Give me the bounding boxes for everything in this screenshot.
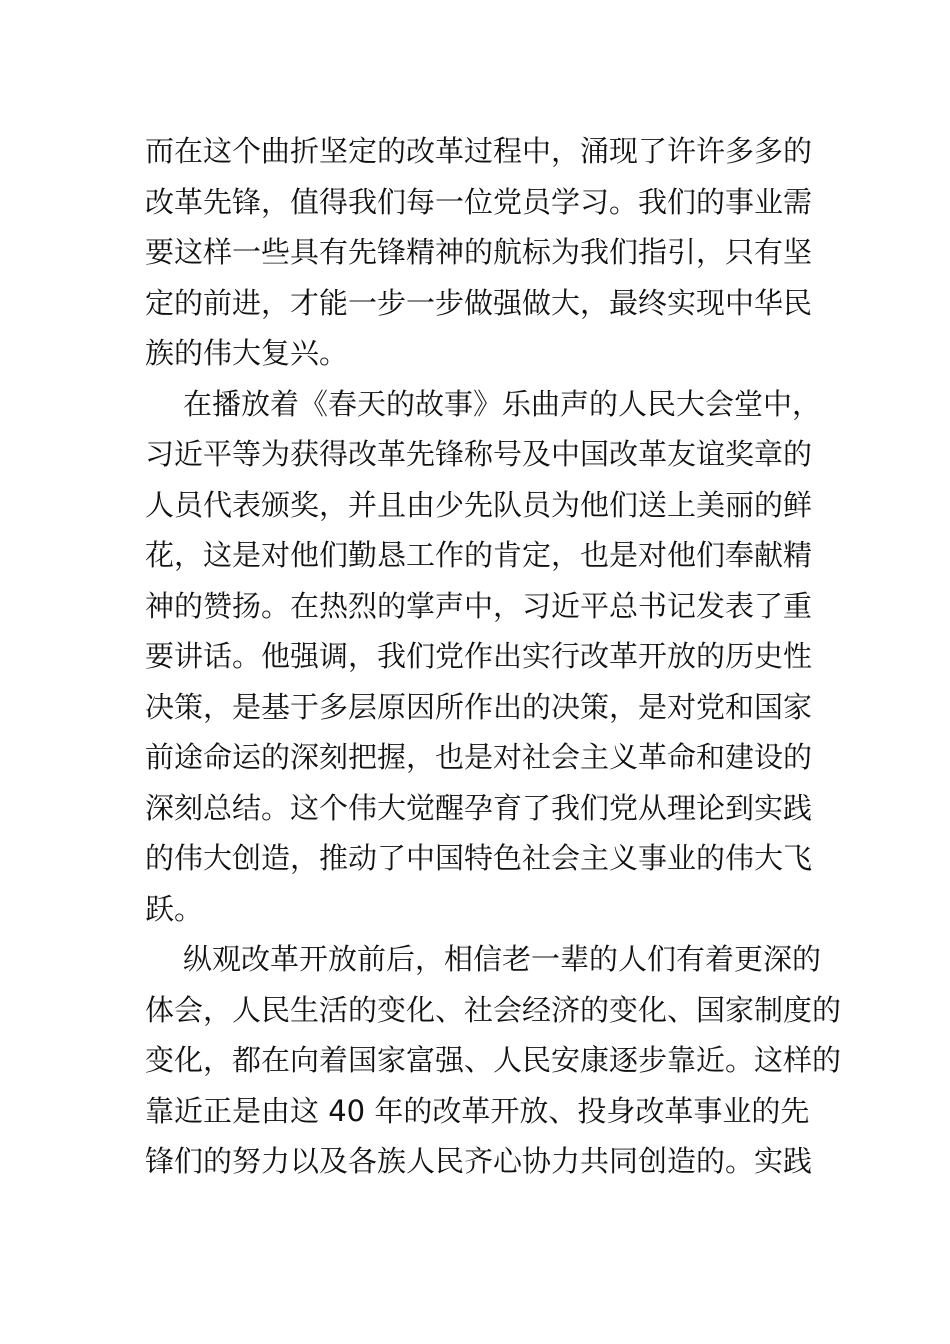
text-line: 纵观改革开放前后，相信老一辈的人们有着更深的 bbox=[183, 942, 822, 976]
paragraph-2 bbox=[145, 379, 822, 935]
paragraph-1 bbox=[145, 126, 813, 379]
text-line: 体会，人民生活的变化、社会经济的变化、国家制度的 bbox=[145, 992, 842, 1027]
text-line: 改革先锋，值得我们每一位党员学习。我们的事业需 bbox=[145, 184, 813, 219]
text-line: 靠近正是由这 40 年的改革开放、投身改革事业的先 bbox=[145, 1093, 810, 1128]
text-line: 要这样一些具有先锋精神的航标为我们指引，只有坚 bbox=[145, 235, 813, 269]
text-line: 要讲话。他强调，我们党作出实行改革开放的历史性 bbox=[145, 639, 813, 673]
text-line: 前途命运的深刻把握，也是对社会主义革命和建设的 bbox=[145, 740, 813, 774]
text-line: 神的赞扬。在热烈的掌声中，习近平总书记发表了重 bbox=[145, 588, 813, 623]
text-line: 人员代表颁奖，并且由少先队员为他们送上美丽的鲜 bbox=[145, 487, 813, 522]
text-line: 定的前进，才能一步一步做强做大，最终实现中华民 bbox=[145, 285, 813, 320]
text-line: 族的伟大复兴。 bbox=[145, 336, 349, 370]
text-line: 花，这是对他们勤恳工作的肯定，也是对他们奉献精 bbox=[145, 538, 813, 572]
text-line: 变化，都在向着国家富强、人民安康逐步靠近。这样的 bbox=[145, 1043, 842, 1077]
text-line: 深刻总结。这个伟大觉醒孕育了我们党从理论到实践 bbox=[145, 790, 813, 825]
paragraph-3 bbox=[145, 934, 842, 1187]
text-line: 决策，是基于多层原因所作出的决策，是对党和国家 bbox=[145, 689, 813, 724]
text-line: 的伟大创造，推动了中国特色社会主义事业的伟大飞 bbox=[145, 841, 813, 875]
text-line: 习近平等为获得改革先锋称号及中国改革友谊奖章的 bbox=[145, 437, 813, 471]
body-text bbox=[145, 126, 842, 1187]
text-line: 跃。 bbox=[145, 891, 204, 926]
text-line: 而在这个曲折坚定的改革过程中，涌现了许许多多的 bbox=[145, 134, 813, 168]
text-line: 在播放着《春天的故事》乐曲声的人民大会堂中， bbox=[183, 386, 822, 421]
text-line: 锋们的努力以及各族人民齐心协力共同创造的。实践 bbox=[145, 1144, 813, 1178]
